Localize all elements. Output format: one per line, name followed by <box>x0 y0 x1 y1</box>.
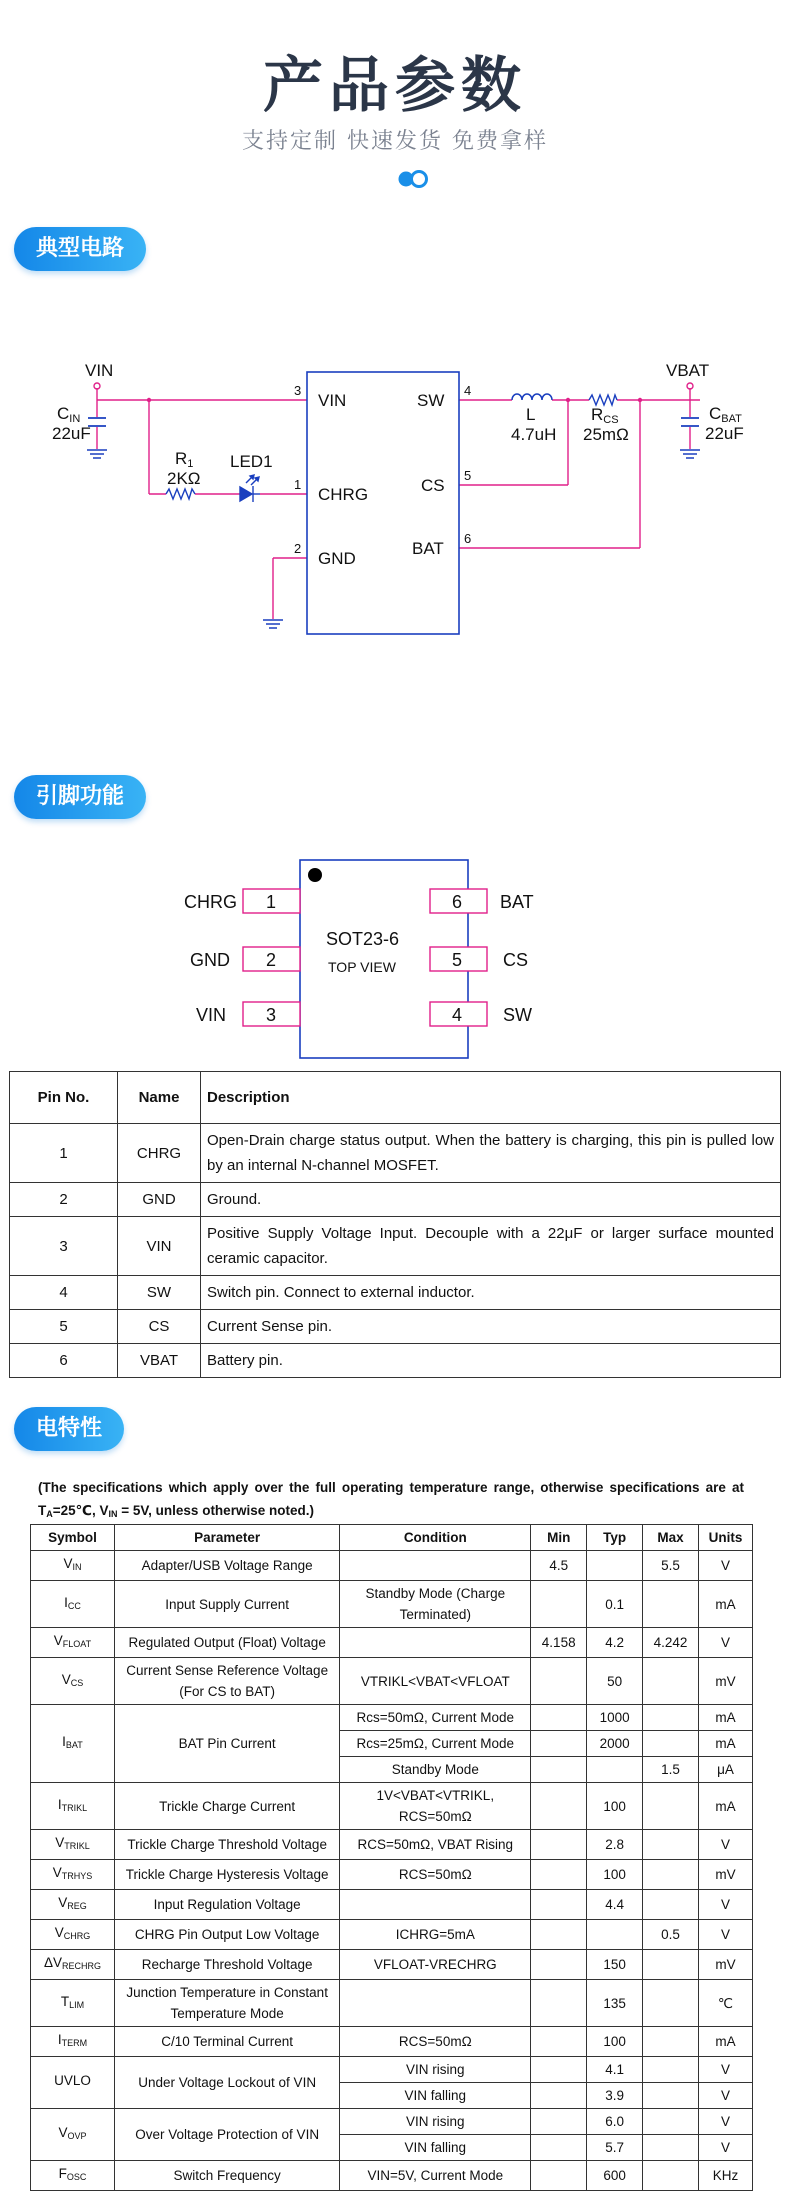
package-pin-label-cs: CS <box>503 950 529 970</box>
max-cell <box>643 2057 699 2083</box>
section-title-electrical: 电特性 <box>14 1407 124 1451</box>
parameter-cell: Input Regulation Voltage <box>114 1890 339 1920</box>
typ-cell: 6.0 <box>587 2109 643 2135</box>
package-pin-num-6: 6 <box>452 892 463 912</box>
package-pin-label-vin: VIN <box>196 1005 227 1025</box>
condition-cell <box>340 1890 531 1920</box>
pin-function-table <box>9 1071 781 1378</box>
symbol-cell: UVLO <box>31 2057 115 2109</box>
pin-desc-cell: Positive Supply Voltage Input. Decouple with a 22μF or larger surface mounted ceramic capacitor. <box>201 1217 781 1276</box>
symbol-cell: $V_{FLOAT}$ <box>31 1628 115 1658</box>
symbol-cell: $V_{CS}$ <box>31 1658 115 1705</box>
parameter-cell: Trickle Charge Threshold Voltage <box>114 1830 339 1860</box>
symbol-cell: $V_{TRHYS}$ <box>31 1860 115 1890</box>
condition-cell: Rcs=25mΩ, Current Mode <box>340 1731 531 1757</box>
column-header: Min <box>531 1525 587 1551</box>
condition-cell: VTRIKL<VBAT<VFLOAT <box>340 1658 531 1705</box>
typ-cell: 150 <box>587 1950 643 1980</box>
typ-cell: 2000 <box>587 1731 643 1757</box>
pin-no-cell: 3 <box>10 1217 118 1276</box>
pin-name-cell: SW <box>118 1276 201 1310</box>
table-row <box>31 1705 753 1731</box>
table-row <box>31 2027 753 2057</box>
pin-no-cell: 1 <box>10 1124 118 1183</box>
pin-desc-cell: Battery pin. <box>201 1344 781 1378</box>
pin1-marker-icon <box>308 868 322 882</box>
unit-cell: mV <box>699 1658 753 1705</box>
package-pin-label-sw: SW <box>503 1005 532 1025</box>
min-cell <box>531 2057 587 2083</box>
max-cell <box>643 1705 699 1731</box>
min-cell <box>531 2161 587 2191</box>
unit-cell: mA <box>699 1731 753 1757</box>
section-title-circuit: 典型电路 <box>14 227 146 271</box>
rcs-resistor-icon <box>589 395 617 405</box>
min-cell <box>531 1950 587 1980</box>
table-row <box>10 1124 781 1183</box>
pin-name-cell: VBAT <box>118 1344 201 1378</box>
typ-cell: 1000 <box>587 1705 643 1731</box>
max-cell: 0.5 <box>643 1920 699 1950</box>
table-row <box>31 2057 753 2083</box>
table-row <box>31 1920 753 1950</box>
cin-label: CIN <box>57 404 81 425</box>
condition-cell: Standby Mode <box>340 1757 531 1783</box>
unit-cell: mV <box>699 1950 753 1980</box>
cin-value: 22uF <box>52 424 91 443</box>
package-pin-num-4: 4 <box>452 1005 463 1025</box>
table-header-row <box>10 1072 781 1124</box>
column-header: Pin No. <box>10 1072 118 1124</box>
table-row <box>31 2161 753 2191</box>
table-row <box>31 1860 753 1890</box>
pin-name-cell: GND <box>118 1183 201 1217</box>
column-header: Max <box>643 1525 699 1551</box>
max-cell <box>643 1658 699 1705</box>
package-pin-num-1: 1 <box>266 892 277 912</box>
inductor-value: 4.7uH <box>511 425 557 444</box>
package-pin-label-chrg: CHRG <box>184 892 237 912</box>
condition-cell: VIN rising <box>340 2109 531 2135</box>
typ-cell: 4.2 <box>587 1628 643 1658</box>
column-header: Name <box>118 1072 201 1124</box>
table-row <box>31 1950 753 1980</box>
max-cell <box>643 1890 699 1920</box>
table-row <box>10 1344 781 1378</box>
package-view: TOP VIEW <box>328 959 396 975</box>
parameter-cell: Under Voltage Lockout of VIN <box>114 2057 339 2109</box>
pin-number-4: 4 <box>464 383 472 398</box>
parameter-cell: CHRG Pin Output Low Voltage <box>114 1920 339 1950</box>
pin-number-3: 3 <box>294 383 302 398</box>
pin-desc-cell: Current Sense pin. <box>201 1310 781 1344</box>
vin-label: VIN <box>85 361 114 380</box>
cbat-capacitor-icon <box>681 418 699 426</box>
pin-no-cell: 4 <box>10 1276 118 1310</box>
pin-no-cell: 6 <box>10 1344 118 1378</box>
parameter-cell: Over Voltage Protection of VIN <box>114 2109 339 2161</box>
min-cell <box>531 1757 587 1783</box>
unit-cell: mA <box>699 1783 753 1830</box>
unit-cell: V <box>699 2135 753 2161</box>
max-cell <box>643 2161 699 2191</box>
symbol-cell: $F_{OSC}$ <box>31 2161 115 2191</box>
condition-cell: RCS=50mΩ, VBAT Rising <box>340 1830 531 1860</box>
max-cell: 1.5 <box>643 1757 699 1783</box>
table-row <box>31 1890 753 1920</box>
ic-pin-bat: BAT <box>412 539 444 558</box>
typical-circuit-diagram <box>0 340 790 640</box>
parameter-cell: Adapter/USB Voltage Range <box>114 1551 339 1581</box>
table-row <box>31 1551 753 1581</box>
unit-cell: KHz <box>699 2161 753 2191</box>
pin-no-cell: 2 <box>10 1183 118 1217</box>
condition-cell: ICHRG=5mA <box>340 1920 531 1950</box>
pin-desc-cell: Ground. <box>201 1183 781 1217</box>
table-row <box>10 1310 781 1344</box>
decorative-dots-icon <box>397 170 431 188</box>
max-cell <box>643 1731 699 1757</box>
typ-cell: 3.9 <box>587 2083 643 2109</box>
rcs-label: RCS <box>591 405 619 426</box>
ic-pin-chrg: CHRG <box>318 485 369 504</box>
typ-cell: 5.7 <box>587 2135 643 2161</box>
symbol-cell: $V_{REG}$ <box>31 1890 115 1920</box>
parameter-cell: C/10 Terminal Current <box>114 2027 339 2057</box>
ic-pin-gnd: GND <box>318 549 356 568</box>
table-row <box>31 1581 753 1628</box>
min-cell <box>531 1731 587 1757</box>
pin-number-1: 1 <box>294 477 302 492</box>
min-cell <box>531 2135 587 2161</box>
parameter-cell: Switch Frequency <box>114 2161 339 2191</box>
max-cell <box>643 1860 699 1890</box>
condition-cell: VIN falling <box>340 2083 531 2109</box>
condition-cell: VFLOAT-VRECHRG <box>340 1950 531 1980</box>
package-pin-num-5: 5 <box>452 950 463 970</box>
condition-cell: VIN=5V, Current Mode <box>340 2161 531 2191</box>
unit-cell: ℃ <box>699 1980 753 2027</box>
min-cell <box>531 1658 587 1705</box>
pin-name-cell: VIN <box>118 1217 201 1276</box>
pin-number-6: 6 <box>464 531 472 546</box>
parameter-cell: Junction Temperature in Constant Temperature Mode <box>114 1980 339 2027</box>
typ-cell <box>587 1551 643 1581</box>
max-cell <box>643 2109 699 2135</box>
max-cell <box>643 1581 699 1628</box>
typ-cell <box>587 1920 643 1950</box>
ic-pin-sw: SW <box>417 391 445 410</box>
condition-cell <box>340 1551 531 1581</box>
typ-cell: 4.4 <box>587 1890 643 1920</box>
unit-cell: V <box>699 2109 753 2135</box>
min-cell <box>531 1581 587 1628</box>
condition-cell: Rcs=50mΩ, Current Mode <box>340 1705 531 1731</box>
pin-desc-cell: Open-Drain charge status output. When the battery is charging, this pin is pulled low by an internal N-channel MOSFET. <box>201 1124 781 1183</box>
min-cell <box>531 1980 587 2027</box>
symbol-cell: $I_{CC}$ <box>31 1581 115 1628</box>
table-row <box>31 1658 753 1705</box>
inductor-label: L <box>526 405 536 424</box>
symbol-cell: $I_{BAT}$ <box>31 1705 115 1783</box>
spec-conditions-note: (The specifications which apply over the full operating temperature range, otherwise specifications are at $T_A=25℃$, $V_{IN} = 5V$, unless otherwise noted.) <box>38 1480 744 1519</box>
column-header: Units <box>699 1525 753 1551</box>
min-cell <box>531 2083 587 2109</box>
page-header <box>0 0 790 200</box>
min-cell <box>531 1705 587 1731</box>
symbol-cell: $I_{TRIKL}$ <box>31 1783 115 1830</box>
electrical-characteristics-table <box>30 1524 753 2191</box>
condition-cell: RCS=50mΩ <box>340 2027 531 2057</box>
table-row <box>31 2109 753 2135</box>
parameter-cell: Regulated Output (Float) Voltage <box>114 1628 339 1658</box>
column-header: Typ <box>587 1525 643 1551</box>
unit-cell: V <box>699 1551 753 1581</box>
max-cell <box>643 2083 699 2109</box>
unit-cell: mA <box>699 2027 753 2057</box>
max-cell <box>643 2135 699 2161</box>
table-row <box>31 1628 753 1658</box>
parameter-cell: Input Supply Current <box>114 1581 339 1628</box>
table-row <box>10 1276 781 1310</box>
pin-number-2: 2 <box>294 541 302 556</box>
max-cell <box>643 1980 699 2027</box>
condition-cell: VIN falling <box>340 2135 531 2161</box>
min-cell: 4.158 <box>531 1628 587 1658</box>
package-pin-num-3: 3 <box>266 1005 277 1025</box>
pin-number-5: 5 <box>464 468 472 483</box>
parameter-cell: Recharge Threshold Voltage <box>114 1950 339 1980</box>
unit-cell: mA <box>699 1581 753 1628</box>
pin-no-cell: 5 <box>10 1310 118 1344</box>
typ-cell: 100 <box>587 1860 643 1890</box>
typ-cell: 2.8 <box>587 1830 643 1860</box>
package-pin-label-gnd: GND <box>190 950 230 970</box>
inductor-icon <box>512 394 552 400</box>
unit-cell: mA <box>699 1705 753 1731</box>
min-cell <box>531 2027 587 2057</box>
symbol-cell: $I_{TERM}$ <box>31 2027 115 2057</box>
min-cell <box>531 1890 587 1920</box>
table-row <box>10 1217 781 1276</box>
max-cell <box>643 1783 699 1830</box>
typ-cell <box>587 1757 643 1783</box>
unit-cell: mV <box>699 1860 753 1890</box>
cbat-value: 22uF <box>705 424 744 443</box>
typ-cell: 100 <box>587 1783 643 1830</box>
unit-cell: V <box>699 2057 753 2083</box>
symbol-cell: $V_{IN}$ <box>31 1551 115 1581</box>
r1-resistor-icon <box>166 489 195 499</box>
symbol-cell: $V_{CHRG}$ <box>31 1920 115 1950</box>
condition-cell: RCS=50mΩ <box>340 1860 531 1890</box>
unit-cell: V <box>699 2083 753 2109</box>
typ-cell: 600 <box>587 2161 643 2191</box>
min-cell <box>531 1830 587 1860</box>
max-cell <box>643 2027 699 2057</box>
min-cell <box>531 1860 587 1890</box>
symbol-cell: $V_{TRIKL}$ <box>31 1830 115 1860</box>
package-pin-label-bat: BAT <box>500 892 534 912</box>
column-header: Description <box>201 1072 781 1124</box>
condition-cell: 1V<VBAT<VTRIKL, RCS=50mΩ <box>340 1783 531 1830</box>
package-pinout-diagram <box>0 855 790 1065</box>
min-cell <box>531 1920 587 1950</box>
max-cell: 4.242 <box>643 1628 699 1658</box>
typ-cell: 100 <box>587 2027 643 2057</box>
typ-cell: 135 <box>587 1980 643 2027</box>
pin-name-cell: CS <box>118 1310 201 1344</box>
typ-cell: 0.1 <box>587 1581 643 1628</box>
unit-cell: V <box>699 1830 753 1860</box>
parameter-cell: BAT Pin Current <box>114 1705 339 1783</box>
section-title-pins: 引脚功能 <box>14 775 146 819</box>
condition-cell: Standby Mode (Charge Terminated) <box>340 1581 531 1628</box>
symbol-cell: $T_{LIM}$ <box>31 1980 115 2027</box>
ic-pin-vin: VIN <box>318 391 347 410</box>
unit-cell: V <box>699 1890 753 1920</box>
min-cell <box>531 1783 587 1830</box>
vbat-label: VBAT <box>666 361 710 380</box>
page-title: 产品参数 <box>263 51 527 121</box>
r1-label: R1 <box>175 449 194 470</box>
condition-cell: VIN rising <box>340 2057 531 2083</box>
ic-pin-cs: CS <box>421 476 445 495</box>
table-row <box>31 1830 753 1860</box>
table-row <box>31 1783 753 1830</box>
column-header: Condition <box>340 1525 531 1551</box>
table-row <box>10 1183 781 1217</box>
unit-cell: V <box>699 1628 753 1658</box>
pin-name-cell: CHRG <box>118 1124 201 1183</box>
package-name: SOT23-6 <box>326 929 400 949</box>
max-cell <box>643 1830 699 1860</box>
parameter-cell: Trickle Charge Current <box>114 1783 339 1830</box>
pin-desc-cell: Switch pin. Connect to external inductor. <box>201 1276 781 1310</box>
table-header-row <box>31 1525 753 1551</box>
rcs-value: 25mΩ <box>583 425 629 444</box>
led-icon <box>240 475 260 502</box>
unit-cell: μA <box>699 1757 753 1783</box>
parameter-cell: Current Sense Reference Voltage (For CS to BAT) <box>114 1658 339 1705</box>
condition-cell <box>340 1628 531 1658</box>
max-cell: 5.5 <box>643 1551 699 1581</box>
column-header: Symbol <box>31 1525 115 1551</box>
table-row <box>31 1980 753 2027</box>
typ-cell: 4.1 <box>587 2057 643 2083</box>
cbat-label: CBAT <box>709 404 742 425</box>
max-cell <box>643 1950 699 1980</box>
min-cell <box>531 2109 587 2135</box>
min-cell: 4.5 <box>531 1551 587 1581</box>
r1-value: 2KΩ <box>167 469 201 488</box>
symbol-cell: $\Delta V_{RECHRG}$ <box>31 1950 115 1980</box>
column-header: Parameter <box>114 1525 339 1551</box>
typ-cell: 50 <box>587 1658 643 1705</box>
parameter-cell: Trickle Charge Hysteresis Voltage <box>114 1860 339 1890</box>
page-subtitle: 支持定制 快速发货 免费拿样 <box>242 129 548 154</box>
led-label: LED1 <box>230 452 273 471</box>
unit-cell: V <box>699 1920 753 1950</box>
condition-cell <box>340 1980 531 2027</box>
package-pin-num-2: 2 <box>266 950 277 970</box>
symbol-cell: $V_{OVP}$ <box>31 2109 115 2161</box>
